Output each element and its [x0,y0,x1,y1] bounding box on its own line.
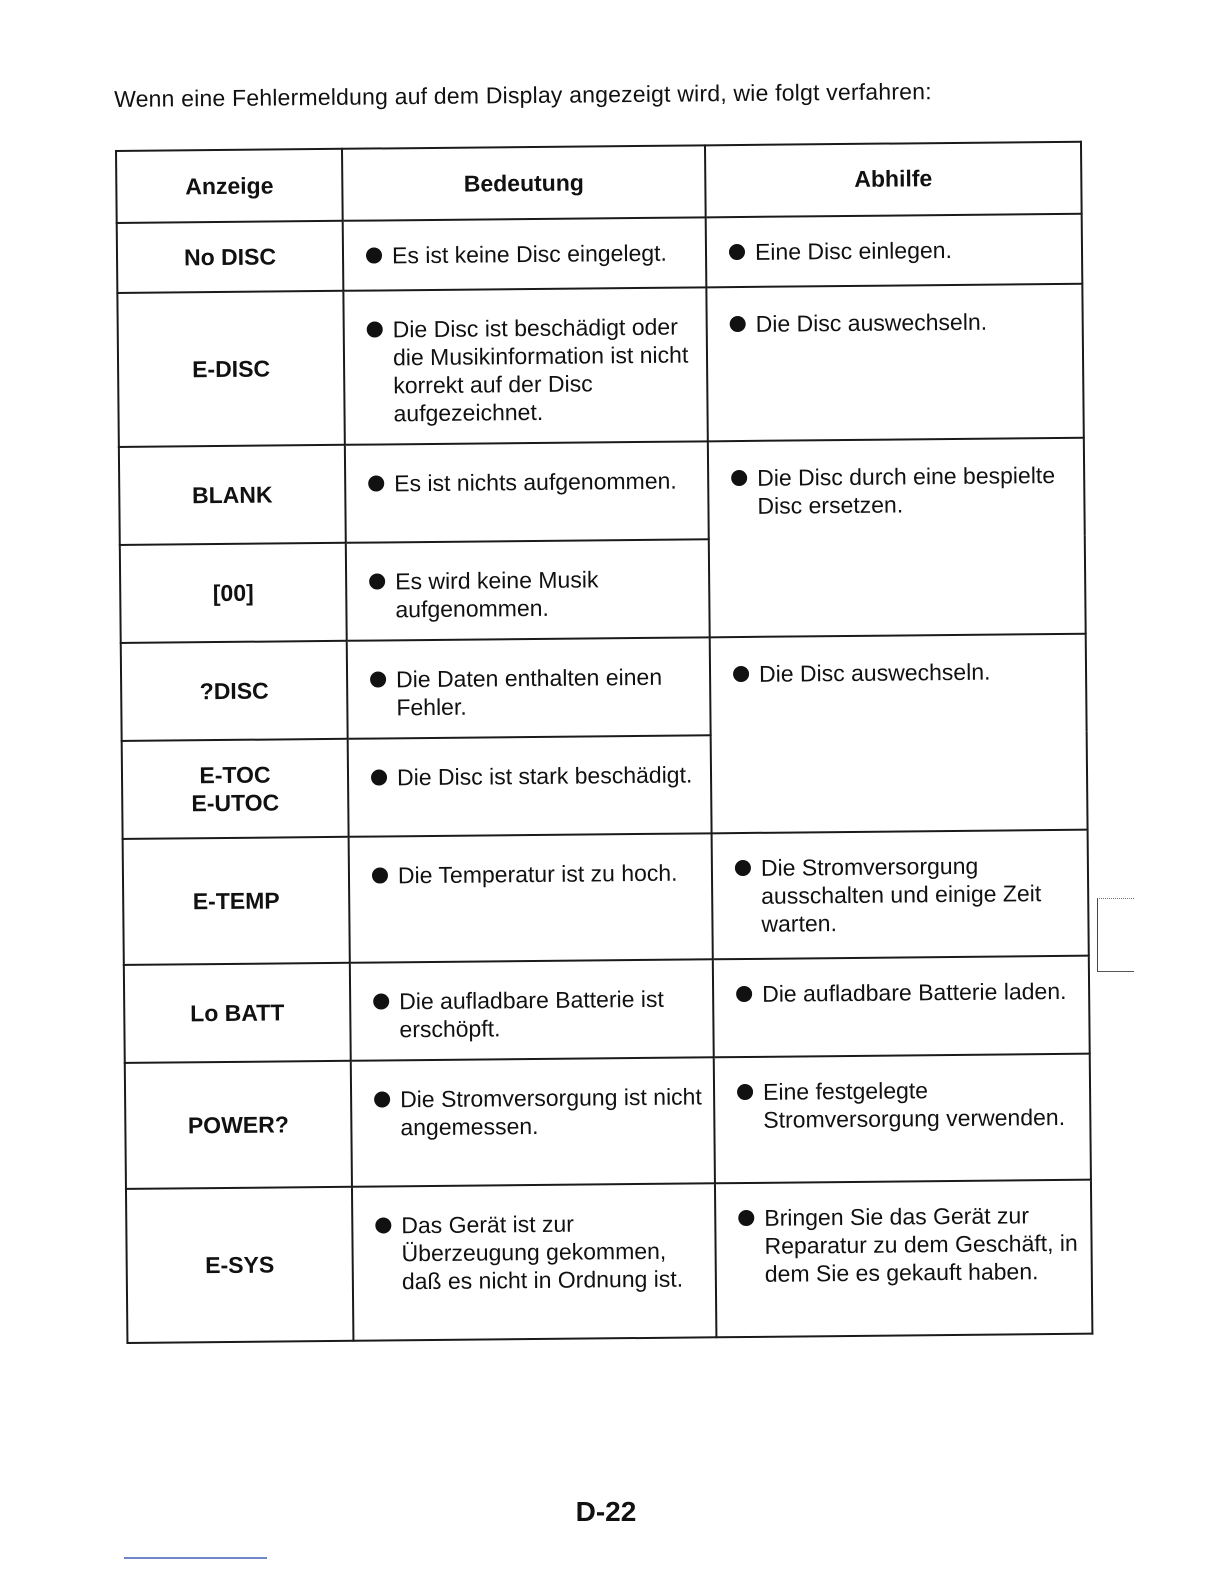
meaning-text: Die Temperatur ist zu hoch. [397,859,678,889]
table-row [119,438,1085,545]
meaning-text: Die Disc ist stark beschädigt. [396,761,693,791]
display-code: BLANK [119,445,346,545]
remedy-text: Die Disc auswechseln. [755,308,988,337]
display-code: [00] [120,543,347,643]
bullet-icon [736,986,752,1002]
display-code-line: E-UTOC [191,789,280,817]
remedy-cell [708,438,1086,638]
remedy-text: Die Disc durch eine bespielte Disc ersetzen. [757,461,1056,519]
error-table-container [115,141,1091,1344]
bullet-icon [733,666,749,682]
meaning-cell [347,637,711,738]
bullet-icon [370,671,386,687]
bullet-icon [735,860,751,876]
display-code: E-TEMP [123,837,350,965]
bullet-icon [738,1210,754,1226]
bullet-icon [373,993,389,1009]
remedy-cell [706,284,1083,442]
bullet-icon [368,475,384,491]
meaning-text: Die Daten enthalten einen Fehler. [395,663,663,721]
remedy-text: Die Disc auswechseln. [758,658,991,687]
meaning-cell [351,1057,715,1186]
meaning-cell [343,217,707,290]
display-code: POWER? [125,1061,352,1189]
table-row [117,214,1083,293]
meaning-text: Es ist keine Disc eingelegt. [391,239,667,269]
header-anzeige: Anzeige [116,149,343,223]
table-row [125,1054,1091,1189]
meaning-text: Es ist nichts aufgenommen. [394,467,677,497]
display-code: Lo BATT [124,963,351,1063]
table-row [117,284,1083,447]
remedy-cell [710,634,1088,834]
meaning-cell [343,287,707,444]
table-row [123,830,1089,965]
bullet-icon [375,1217,391,1233]
table-header-row [116,142,1082,223]
remedy-cell [706,214,1083,288]
meaning-text: Es wird keine Musik aufgenommen. [395,566,599,623]
meaning-text: Die aufladbare Batterie ist erschöpft. [399,985,664,1043]
bullet-icon [371,769,387,785]
remedy-cell [715,1180,1092,1338]
meaning-cell [352,1183,716,1340]
meaning-text: Die Disc ist beschädigt oder die Musikinformation ist nicht korrekt auf der Disc aufgezeichnet. [392,313,689,427]
display-code: ?DISC [121,641,348,741]
display-code: E-DISC [117,291,344,447]
meaning-cell [349,833,713,962]
intro-text: Wenn eine Fehlermeldung auf dem Display angezeigt wird, wie folgt verfahren: [114,78,932,112]
table-row [124,956,1090,1063]
bullet-icon [372,867,388,883]
meaning-text: Die Stromversorgung ist nicht angemessen. [400,1083,702,1141]
remedy-text: Eine Disc einlegen. [754,236,953,265]
display-code: No DISC [117,221,344,293]
bullet-icon [374,1091,390,1107]
page-number: D-22 [575,1496,637,1527]
remedy-text: Eine festgelegte Stromversorgung verwenden. [762,1077,1066,1133]
footer-rule [124,1557,267,1559]
table-row [121,634,1087,741]
error-table [115,141,1093,1344]
bullet-icon [367,321,383,337]
remedy-cell [714,1054,1091,1184]
display-code: E-SYS [126,1187,353,1343]
remedy-cell [713,956,1090,1058]
display-code-line: E-TOC [199,761,271,789]
remedy-cell [712,830,1089,960]
meaning-cell [348,735,712,836]
bullet-icon [737,1084,753,1100]
bullet-icon [366,247,382,263]
meaning-text: Das Gerät ist zur Überzeugung gekommen, daß es nicht in Ordnung ist. [401,1210,684,1295]
remedy-text: Die Stromversorgung ausschalten und einige Zeit warten. [760,852,1042,937]
bullet-icon [731,470,747,486]
bullet-icon [730,316,746,332]
margin-bracket-mark [1097,898,1134,972]
bullet-icon [369,573,385,589]
meaning-cell [350,959,714,1060]
table-row [126,1180,1092,1343]
header-bedeutung: Bedeutung [342,145,706,220]
meaning-cell [345,441,709,542]
bullet-icon [729,244,745,260]
remedy-text: Bringen Sie das Gerät zur Reparatur zu dem Geschäft, in dem Sie es gekauft haben. [764,1202,1078,1287]
remedy-text: Die aufladbare Batterie laden. [762,977,1067,1007]
meaning-cell [346,539,710,640]
display-code [122,739,349,839]
header-abhilfe: Abhilfe [705,142,1082,218]
